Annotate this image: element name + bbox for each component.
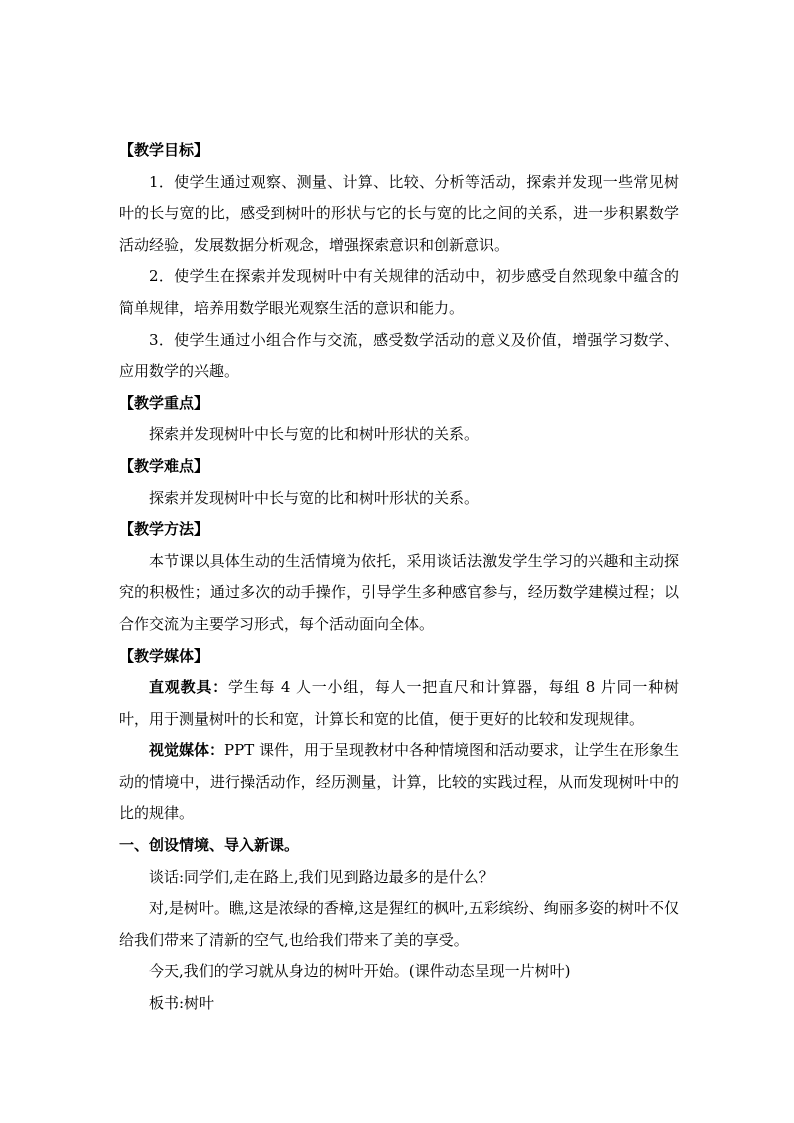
intro-line-3: 今天,我们的学习就从身边的树叶开始。(课件动态呈现一片树叶) — [149, 962, 571, 981]
goal-item-1: 1．使学生通过观察、测量、计算、比较、分析等活动，探索并发现一些常见树叶的长与宽的比，感受到树叶的形状与它的长与宽的比之间的关系，进一步积累数学活动经验，发展数据分析观念，增强探索意识和创新意识。 — [119, 172, 679, 254]
goals-heading: 【教学目标】 — [119, 141, 210, 159]
intro-line-4: 板书:树叶 — [149, 994, 215, 1013]
media-heading: 【教学媒体】 — [119, 646, 210, 665]
document-body — [119, 135, 679, 1020]
goal-item-2: 2．使学生在探索并发现树叶中有关规律的活动中，初步感受自然现象中蕴含的简单规律，培养用数学眼光观察生活的意识和能力。 — [119, 267, 679, 317]
goal-item-3: 3．使学生通过小组合作与交流，感受数学活动的意义及价值，增强学习数学、应用数学的兴趣。 — [119, 330, 679, 381]
media-tools-paragraph — [119, 672, 679, 735]
key-point-text: 探索并发现树叶中长与宽的比和树叶形状的关系。 — [149, 425, 480, 444]
media-visual-paragraph — [119, 735, 679, 830]
media-visual-text: PPT 课件，用于呈现教材中各种情境图和活动要求，让学生在形象生动的情境中，进行操活动作，经历测量，计算，比较的实践过程，从而发现树叶中的比的规律。 — [119, 741, 679, 823]
difficulty-heading: 【教学难点】 — [119, 456, 210, 475]
media-tools-label: 直观教具： — [149, 678, 228, 697]
media-visual-label: 视觉媒体： — [149, 741, 225, 760]
media-tools-text: 学生每 4 人一小组，每人一把直尺和计算器，每组 8 片同一种树叶，用于测量树叶的长和宽，计算长和宽的比值，便于更好的比较和发现规律。 — [119, 678, 679, 728]
difficulty-text: 探索并发现树叶中长与宽的比和树叶形状的关系。 — [149, 488, 480, 507]
intro-line-1: 谈话:同学们,走在路上,我们见到路边最多的是什么？ — [149, 867, 494, 886]
intro-line-2: 对,是树叶。瞧,这是浓绿的香樟,这是猩红的枫叶,五彩缤纷、绚丽多姿的树叶不仅给我们带来了清新的空气,也给我们带来了美的享受。 — [119, 899, 679, 949]
key-point-heading: 【教学重点】 — [119, 393, 210, 412]
intro-heading: 一、创设情境、导入新课。 — [119, 836, 300, 855]
method-heading: 【教学方法】 — [119, 520, 210, 539]
method-text: 本节课以具体生动的生活情境为依托，采用谈话法激发学生学习的兴趣和主动探究的积极性；通过多次的动手操作，引导学生多种感官参与，经历数学建模过程；以合作交流为主要学习形式，每个活动面向全体。 — [119, 551, 679, 633]
